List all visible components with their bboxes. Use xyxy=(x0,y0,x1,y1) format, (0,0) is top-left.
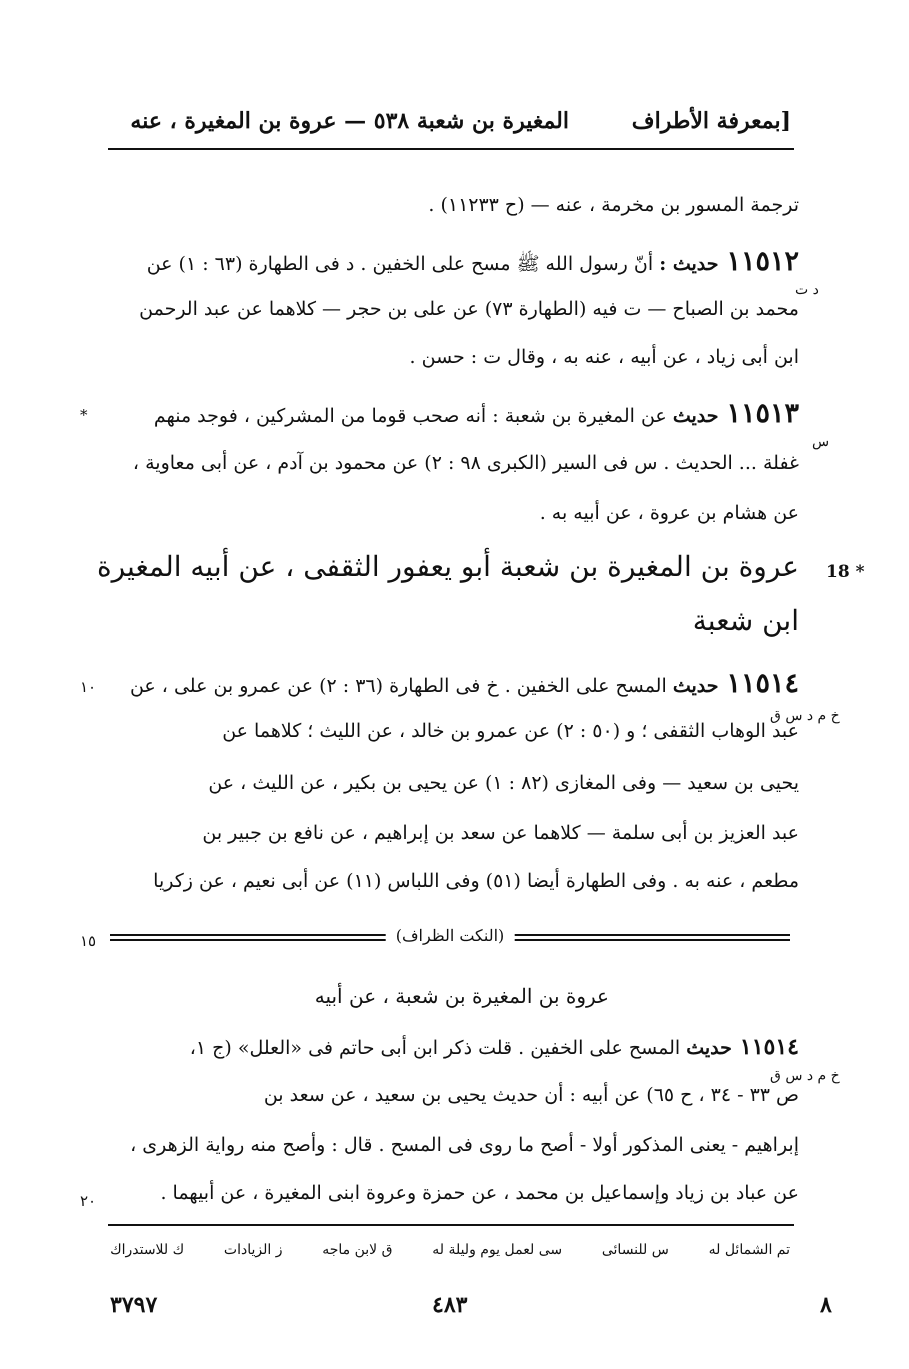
hadith-number: ١١٥١٣ xyxy=(726,398,799,429)
footnote-rule xyxy=(108,1224,794,1226)
header-rule xyxy=(108,148,794,150)
section-title-line1: عروة بن المغيرة بن شعبة أبو يعفور الثقفى ، عن أبيه المغيرة xyxy=(96,550,799,583)
hadith-label: حديث : xyxy=(659,253,719,275)
section-marker: 18 * xyxy=(826,562,865,582)
nukat-line4: عن عباد بن زياد وإسماعيل بن محمد ، عن حمزة وعروة ابنى المغيرة ، عن أبيهما . xyxy=(160,1182,799,1204)
nukat-line2: ص ٣٣ - ٣٤ ، ح ٦٥) عن أبيه : أن حديث يحيى بن سعيد ، عن سعد بن xyxy=(263,1084,799,1106)
hadith-text: أنّ رسول الله ﷺ مسح على الخفين . د فى الطهارة (٦٣ : ١) عن xyxy=(146,253,654,275)
hadith-11514-line1 xyxy=(130,668,799,699)
hadith-11513-star: * xyxy=(80,406,88,424)
hadith-11513-line1 xyxy=(154,398,799,429)
abbrev-item: ك للاستدراك xyxy=(110,1242,185,1258)
nukat-line1 xyxy=(190,1034,799,1060)
abbrev-item: ز الزيادات xyxy=(223,1242,283,1258)
nukat-divider xyxy=(110,926,790,948)
hadith-text: المسح على الخفين . قلت ذكر ابن أبى حاتم فى «العلل» (ج ١، xyxy=(189,1037,681,1059)
hadith-11514-line5: مطعم ، عنه به . وفى الطهارة أيضا (٥١) وفى اللباس (١١) عن أبى نعيم ، عن زكريا xyxy=(153,870,799,892)
abbrev-item: ق لابن ماجه xyxy=(322,1242,393,1258)
margin-line-number: ١٥ xyxy=(80,932,97,950)
nukat-line3: إبراهيم - يعنى المذكور أولا - أصح ما روى فى المسح . قال : وأصح منه رواية الزهرى ، xyxy=(130,1134,799,1156)
hadith-label: حديث xyxy=(672,675,719,697)
hadith-11512-line2: محمد بن الصباح — ت فيه (الطهارة ٧٣) عن على بن حجر — كلاهما عن عبد الرحمن xyxy=(139,298,799,320)
section-title-line2: ابن شعبة xyxy=(692,604,799,637)
divider-label: (النكت الظراف) xyxy=(386,926,515,945)
divider-label-text: النكت الظراف xyxy=(401,926,499,945)
running-header-center: المغيرة بن شعبة ٥٣٨ — عروة بن المغيرة ، عنه xyxy=(130,108,569,134)
running-header-right: بمعرفة الأطراف] xyxy=(631,108,791,134)
abbrev-item: تم الشمائل له xyxy=(708,1242,790,1258)
hadith-11513-line2: غفلة ... الحديث . س فى السير (الكبرى ٩٨ : ٢) عن محمود بن آدم ، عن أبى معاوية ، xyxy=(132,452,799,474)
hadith-11514-line3: يحيى بن سعيد — وفى المغازى (٨٢ : ١) عن يحيى بن بكير ، عن الليث ، عن xyxy=(208,772,799,794)
margin-line-number: ٢٠ xyxy=(80,1192,97,1210)
hadith-11512-line3: ابن أبى زياد ، عن أبيه ، عنه به ، وقال ت : حسن . xyxy=(409,346,799,368)
hadith-label: حديث xyxy=(672,405,719,427)
hadith-text: المسح على الخفين . خ فى الطهارة (٣٦ : ٢) عن عمرو بن على ، عن xyxy=(129,675,667,697)
hadith-number: ١١٥١٢ xyxy=(726,246,799,277)
abbrev-item: سى لعمل يوم وليلة له xyxy=(432,1242,563,1258)
hadith-text: عن المغيرة بن شعبة : أنه صحب قوما من المشركين ، فوجد منهم xyxy=(153,405,667,427)
hadith-11514-line2: عبد الوهاب الثقفى ؛ و (٥٠ : ٢) عن عمرو بن خالد ، عن الليث ؛ كلاهما عن xyxy=(222,720,799,742)
hadith-11514-siglum: خ م د س ق xyxy=(770,708,840,724)
abbreviations-key xyxy=(110,1242,790,1258)
volume-number: ٨ xyxy=(820,1292,832,1318)
running-page-number: ٣٧٩٧ xyxy=(110,1292,158,1318)
intro-line: ترجمة المسور بن مخرمة ، عنه — (ح ١١٢٣٣) . xyxy=(428,194,799,216)
margin-line-number: ١٠ xyxy=(80,678,97,696)
hadith-11512-siglum: د ت xyxy=(795,282,819,298)
hadith-11514-line4: عبد العزيز بن أبى سلمة — كلاهما عن سعد بن إبراهيم ، عن نافع بن جبير بن xyxy=(202,822,799,844)
hadith-11513-siglum: س xyxy=(812,434,830,450)
hadith-11513-line3: عن هشام بن عروة ، عن أبيه به . xyxy=(539,502,799,524)
abbrev-item: س للنسائى xyxy=(601,1242,669,1258)
nukat-siglum: خ م د س ق xyxy=(770,1068,840,1084)
hadith-11512-line1 xyxy=(147,246,799,280)
hadith-label: حديث xyxy=(686,1037,732,1059)
hadith-number: ١١٥١٤ xyxy=(739,1034,799,1060)
hadith-number: ١١٥١٤ xyxy=(726,668,799,699)
page-number: ٤٨٣ xyxy=(432,1292,468,1318)
nukat-title: عروة بن المغيرة بن شعبة ، عن أبيه xyxy=(314,984,609,1008)
